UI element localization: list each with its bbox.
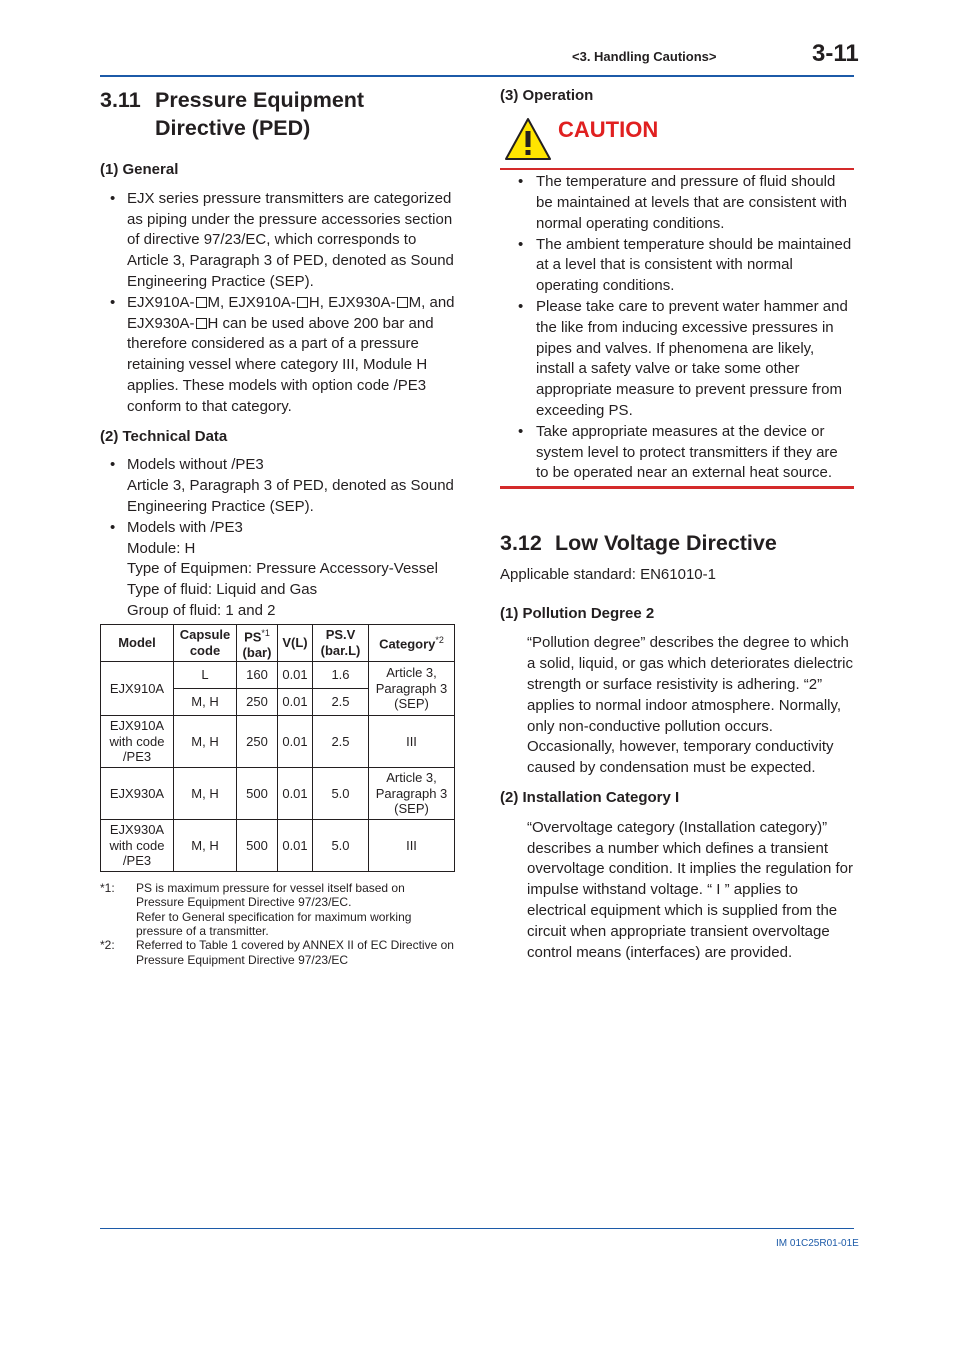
list-item-text: Article 3, Paragraph 3 of PED, denoted as Sound Engineering Practice (SEP). [127,477,454,515]
header-text: Capsule [179,627,231,643]
footnote-ref: *2 [435,635,444,646]
model-text: M, and EJX930A- [127,293,455,332]
list-item-text: Type of fluid: Liquid and Gas [127,581,318,599]
section-3-12-heading [500,529,854,557]
footnote-text: Referred to Table 1 covered by ANNEX II of EC Directive on Pressure Equipment Directive 97/23/EC [136,938,454,967]
cell-model: EJX930A [101,768,174,820]
cell: 0.01 [278,820,313,872]
general-list [100,189,456,418]
list-item: • EJX series pressure transmitters are categorized as piping under the pressure accessories section of directive 97/23/EC, which corresponds to Article 3, Paragraph 3 of PED, denoted as Sound Engineering Practice (SEP). [110,189,454,290]
cell: M, H [174,768,237,820]
cell: M, H [174,689,237,716]
header-ps [237,624,278,661]
placeholder-box-icon [196,318,207,329]
header-text: (bar) [242,644,272,660]
list-item: • The temperature and pressure of fluid should be maintained at levels that are consistent with normal operating conditions. [518,173,848,232]
technical-list [100,455,456,621]
cell: 5.0 [313,820,369,872]
list-item-text: The temperature and pressure of fluid should be maintained at levels that are consistent with normal operating conditions. [536,173,848,232]
list-item-text: Group of fluid: 1 and 2 [127,601,276,619]
operation-heading: (3) Operation [500,87,594,104]
model-text: H can be used above 200 bar and therefore considered as a part of a pressure retaining vessel where category III, Module H applies. These models with option code /PE3 conform to that category. [127,314,434,415]
list-item-text: Module: H [127,539,196,557]
cell: 250 [237,689,278,716]
list-item-text: EJX series pressure transmitters are categorized as piping under the pressure accessories section of directive 97/23/EC, which corresponds to Article 3, Paragraph 3 of PED, denoted as Sound Engineering Practice (SEP). [127,189,454,290]
warning-triangle-icon [504,117,552,161]
technical-data-heading: (2) Technical Data [100,427,228,445]
header-text: PS.V [325,627,356,643]
cell-model: EJX930A with code /PE3 [101,820,174,872]
list-item-text: Please take care to prevent water hammer and the like from inducing excessive pressures in pipes and valves. If phenomena are likely, install a safety valve or take some other appropriate measure to prevent pressure from exceeding PS. [536,298,848,420]
header-model: Model [101,624,174,661]
list-item-text: Models with /PE3 [127,518,243,536]
footnote-2 [100,938,456,967]
section-3-11-heading [100,86,456,142]
footnote-text: PS is maximum pressure for vessel itself based on Pressure Equipment Directive 97/23/EC. [136,881,405,910]
page-number: 3-11 [812,40,859,67]
cell: M, H [174,716,237,768]
ped-table [100,624,455,872]
pollution-heading: (1) Pollution Degree 2 [500,604,655,622]
header-v: V(L) [278,624,313,661]
list-item: • The ambient temperature should be maintained at a level that is consistent with normal operating conditions. [518,235,852,295]
installation-heading: (2) Installation Category I [500,788,680,806]
footnote-mark: *2: [100,938,115,953]
header-text: Category [379,636,436,652]
footnote-mark: *1: [100,881,115,896]
list-item: • Models without /PE3 Article 3, Paragraph 3 of PED, denoted as Sound Engineering Practice (SEP). [100,455,456,517]
list-item-text: Take appropriate measures at the device or system level to protect transmitters if they are to be operated near an external heat source. [536,422,838,482]
cell-category: III [369,820,455,872]
header-text: PS [244,629,262,645]
cell: 0.01 [278,716,313,768]
cell: 0.01 [278,689,313,716]
list-item: • Models with /PE3 Module: H Type of Equipmen: Pressure Accessory-Vessel Type of fluid: Liquid and Gas Group of fluid: 1 and 2 [100,518,456,622]
cell: M, H [174,820,237,872]
section-title: Low Voltage Directive [555,530,777,555]
header-psv [313,624,369,661]
list-item-text: The ambient temperature should be maintained at a level that is consistent with normal operating conditions. [536,235,852,295]
applicable-standard: Applicable standard: EN61010-1 [500,565,716,583]
left-column [100,86,456,967]
cell: 500 [237,820,278,872]
cell: 500 [237,768,278,820]
model-text: EJX910A- [127,293,195,311]
right-column [500,86,854,963]
placeholder-box-icon [196,297,207,308]
cell: 250 [237,716,278,768]
cell-model: EJX910A [101,662,174,716]
list-item: • EJX910A- M, EJX910A- H, EJX930A- M, and EJX930A- H can be used above 200 bar and therefore considered as a part of a pressure retaining vessel where category III, Module H applies. These models with option code /PE3 conform to that category. [110,293,455,415]
cell: 2.5 [313,689,369,716]
cell-category: Article 3, Paragraph 3 (SEP) [369,768,455,820]
model-text: H, EJX930A- [308,293,396,311]
placeholder-box-icon [297,297,308,308]
section-title-line1: Pressure Equipment [155,88,365,112]
cell: L [174,662,237,689]
footnote-ref: *1 [261,627,270,638]
cell: 0.01 [278,662,313,689]
header-section-title: <3. Handling Cautions> [572,49,717,64]
caution-bottom-rule [500,486,854,489]
footnotes [100,881,456,967]
cell: 0.01 [278,768,313,820]
placeholder-box-icon [397,297,408,308]
pollution-text: “Pollution degree” describes the degree to which a solid, liquid, or gas which deteriorates dielectric strength or surface resistivity is adhering. “2” applies to normal indoor atmosphere. Normally, only non-conductive pollution occurs. Occasionally, however, temporary conductivity caused by condensation must be expected. [527,634,853,777]
footnote-text: Refer to General specification for maximum working pressure of a transmitter. [136,909,412,938]
header-text: code [189,642,221,658]
table-header-row [101,624,455,661]
cell: 160 [237,662,278,689]
caution-header [500,87,854,167]
table-row [101,820,455,872]
cell: 1.6 [313,662,369,689]
model-text: M, EJX910A- [207,293,296,311]
list-item-text: Type of Equipmen: Pressure Accessory-Vessel [127,560,438,578]
cell-category: III [369,716,455,768]
cell: 2.5 [313,716,369,768]
list-item: • Please take care to prevent water hammer and the like from inducing excessive pressures in pipes and valves. If phenomena are likely, install a safety valve or take some other appropriate measure to prevent pressure from exceeding PS. [518,298,848,420]
caution-list [500,172,854,484]
header-rule [100,75,854,77]
header-text: (bar.L) [320,642,361,658]
header-capsule [174,624,237,661]
list-item-text: Models without /PE3 [127,456,264,474]
section-title-line2: Directive (PED) [155,116,311,140]
list-item: • Take appropriate measures at the device or system level to protect transmitters if they are to be operated near an external heat source. [518,422,838,482]
document-code: IM 01C25R01-01E [776,1238,859,1249]
caution-top-rule [500,168,854,171]
installation-text: “Overvoltage category (Installation category)” describes a number which defines a transient overvoltage condition. It implies the regulation for impulse withstand voltage. “ I ” applies to electrical equipment which is supplied from the circuit when appropriate transient overvoltage control means (interfaces) are provided. [527,818,854,961]
header-category [369,624,455,661]
table-row [101,716,455,768]
footnote-1 [100,881,456,938]
table-row [101,768,455,820]
table-row [101,662,455,689]
section-number: 3.12 [500,530,542,555]
cell-model: EJX910A with code /PE3 [101,716,174,768]
general-heading: (1) General [100,161,179,178]
cell: 5.0 [313,768,369,820]
footer-rule [100,1228,854,1229]
cell-category: Article 3, Paragraph 3 (SEP) [369,662,455,716]
section-number: 3.11 [100,88,141,112]
caution-title: CAUTION [558,116,659,142]
